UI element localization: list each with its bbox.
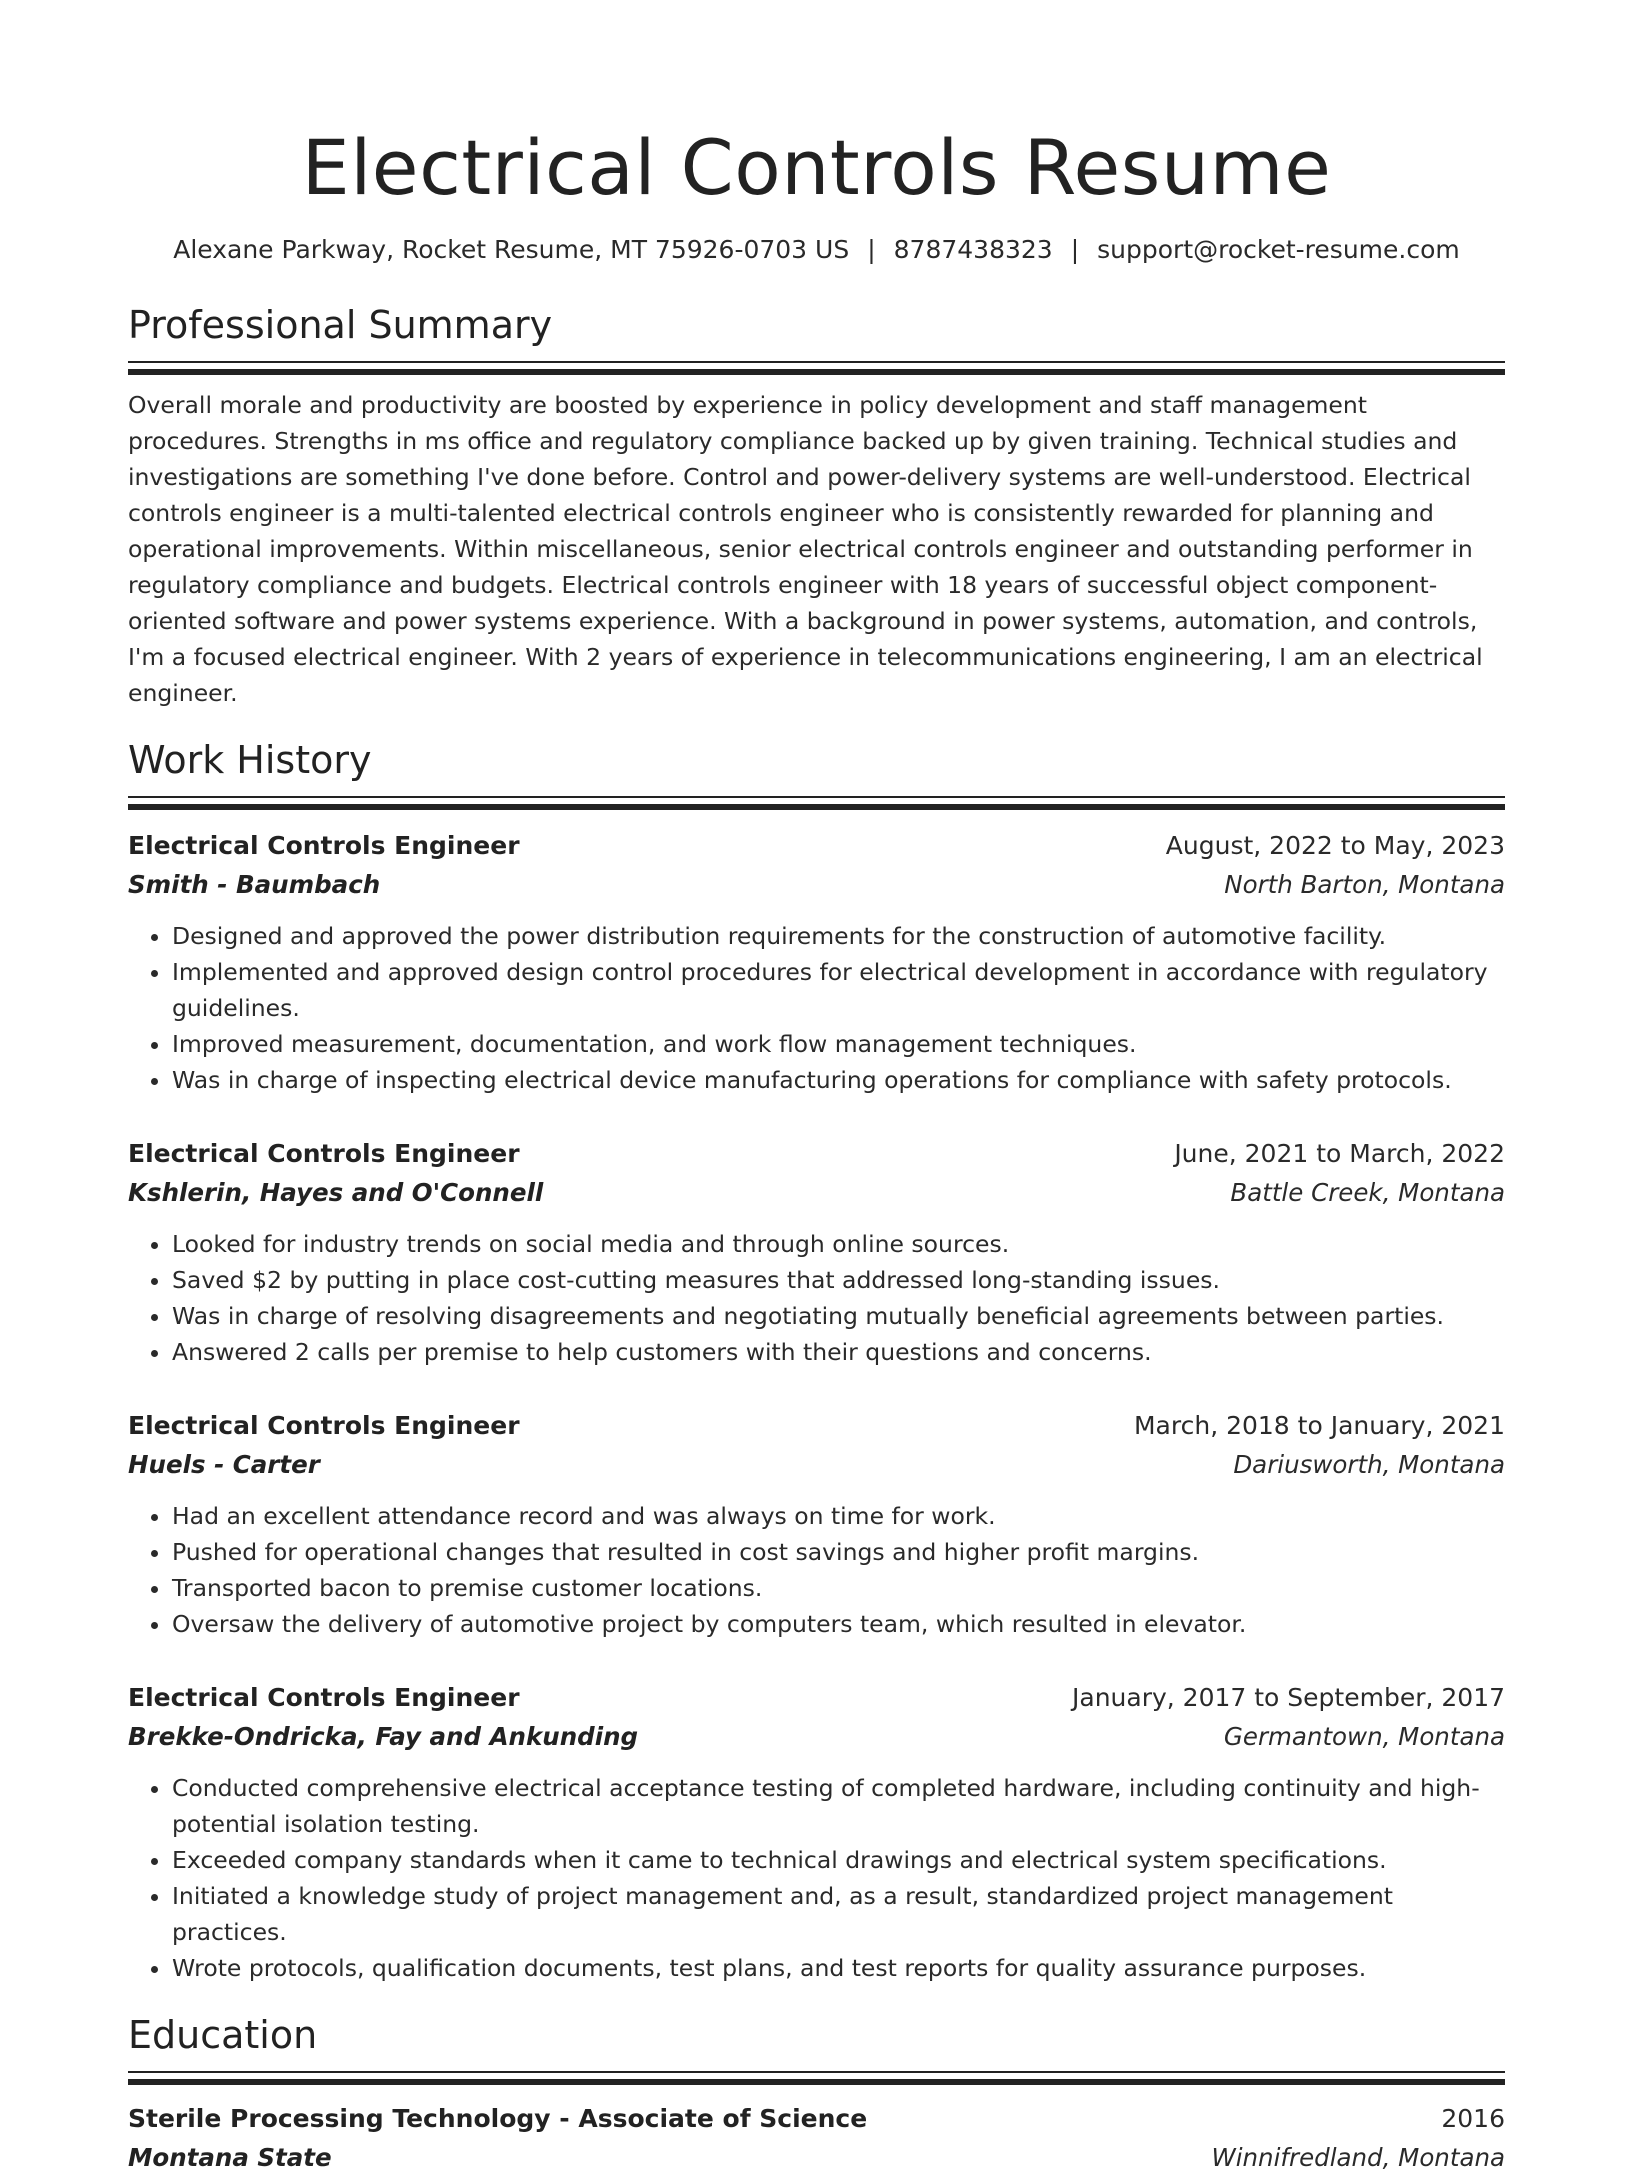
job-bullets [128,918,1505,1098]
job-entry [128,1406,1505,1642]
education-section [128,2012,1505,2177]
job-bullet: • Looked for industry trends on social media and through online sources. [172,1226,1505,1262]
job-bullet: • Designed and approved the power distribution requirements for the construction of automotive facility. [172,918,1505,954]
job-company-row [128,1446,1505,1484]
job-title: Electrical Controls Engineer [128,831,520,860]
contact-email: support@rocket-resume.com [1097,235,1460,264]
job-bullet: • Was in charge of inspecting electrical device manufacturing operations for compliance with safety protocols. [172,1062,1505,1098]
job-bullet: • Oversaw the delivery of automotive project by computers team, which resulted in elevator. [172,1606,1505,1642]
job-location: Battle Creek, Montana [1230,1178,1505,1207]
professional-summary-section [128,302,1505,711]
job-bullet: • Wrote protocols, qualification documents, test plans, and test reports for quality assurance purposes. [172,1950,1505,1986]
work-history-section [128,737,1505,1986]
education-school: Montana State [128,2143,332,2172]
job-company: Kshlerin, Hayes and O'Connell [128,1178,544,1207]
job-entry [128,1678,1505,1986]
resume-page [128,0,1505,2177]
education-degree: Sterile Processing Technology - Associate of Science [128,2104,868,2133]
job-bullet: • Transported bacon to premise customer locations. [172,1570,1505,1606]
job-location: Germantown, Montana [1223,1722,1505,1751]
job-company: Smith - Baumbach [128,870,381,899]
section-heading: Professional Summary [128,303,553,347]
job-bullet: • Implemented and approved design control procedures for electrical development in accordance with regulatory guidelines. [172,954,1505,1026]
section-divider [128,361,1505,375]
job-bullet: • Was in charge of resolving disagreements and negotiating mutually beneficial agreements between parties. [172,1298,1505,1334]
job-bullet: • Saved $2 by putting in place cost-cutting measures that addressed long-standing issues. [172,1262,1505,1298]
section-heading: Work History [128,738,372,782]
job-location: North Barton, Montana [1224,870,1505,899]
job-entry [128,826,1505,1098]
job-dates: June, 2021 to March, 2022 [1174,1139,1505,1168]
contact-address: Alexane Parkway, Rocket Resume, MT 75926-0703 US [173,235,850,264]
job-title: Electrical Controls Engineer [128,1139,520,1168]
job-bullet: • Conducted comprehensive electrical acceptance testing of completed hardware, including continuity and high-potential isolation testing. [172,1770,1505,1842]
contact-separator: | [867,235,876,264]
contact-separator: | [1070,235,1080,264]
job-bullets [128,1498,1505,1642]
job-entry [128,1134,1505,1370]
job-header-row [128,826,1505,866]
education-year: 2016 [1441,2104,1505,2133]
job-company: Brekke-Ondricka, Fay and Ankunding [128,1722,639,1751]
job-bullet: • Had an excellent attendance record and was always on time for work. [172,1498,1505,1534]
summary-text: Overall morale and productivity are boosted by experience in policy development and staff management procedures. Strengths in ms office and regulatory compliance backed up by given training. Technical studies and investigations are something I've done before. Control and power-delivery systems are well-understood. Electrical controls engineer is a multi-talented electrical controls engineer who is consistently rewarded for planning and operational improvements. Within miscellaneous, senior electrical controls engineer and outstanding performer in regulatory compliance and budgets. Electrical controls engineer with 18 years of successful object component-oriented software and power systems experience. With a background in power systems, automation, and controls, I'm a focused electrical engineer. With 2 years of experience in telecommunications engineering, I am an electrical engineer. [128,391,1483,707]
job-company: Huels - Carter [128,1450,320,1479]
contact-phone: 8787438323 [893,235,1053,264]
contact-line [128,234,1505,266]
job-title: Electrical Controls Engineer [128,1683,520,1712]
job-bullet: • Pushed for operational changes that resulted in cost savings and higher profit margins. [172,1534,1505,1570]
job-bullets [128,1226,1505,1370]
job-dates: March, 2018 to January, 2021 [1133,1411,1505,1440]
education-header-row [128,2099,1505,2139]
job-company-row [128,1718,1505,1756]
section-divider [128,796,1505,810]
section-divider [128,2071,1505,2085]
job-company-row [128,866,1505,904]
education-entry [128,2099,1505,2177]
education-location: Winnifredland, Montana [1211,2143,1505,2172]
job-dates: August, 2022 to May, 2023 [1165,831,1505,860]
job-header-row [128,1678,1505,1718]
resume-title: Electrical Controls Resume [301,123,1332,212]
job-bullet: • Improved measurement, documentation, and work flow management techniques. [172,1026,1505,1062]
job-company-row [128,1174,1505,1212]
job-bullet: • Answered 2 calls per premise to help customers with their questions and concerns. [172,1334,1505,1370]
education-school-row [128,2139,1505,2177]
job-bullet: • Initiated a knowledge study of project management and, as a result, standardized project management practices. [172,1878,1505,1950]
job-bullets [128,1770,1505,1986]
job-location: Dariusworth, Montana [1233,1450,1505,1479]
section-heading: Education [128,2013,318,2057]
job-dates: January, 2017 to September, 2017 [1072,1683,1505,1712]
job-header-row [128,1134,1505,1174]
job-header-row [128,1406,1505,1446]
job-bullet: • Exceeded company standards when it came to technical drawings and electrical system specifications. [172,1842,1505,1878]
job-title: Electrical Controls Engineer [128,1411,520,1440]
